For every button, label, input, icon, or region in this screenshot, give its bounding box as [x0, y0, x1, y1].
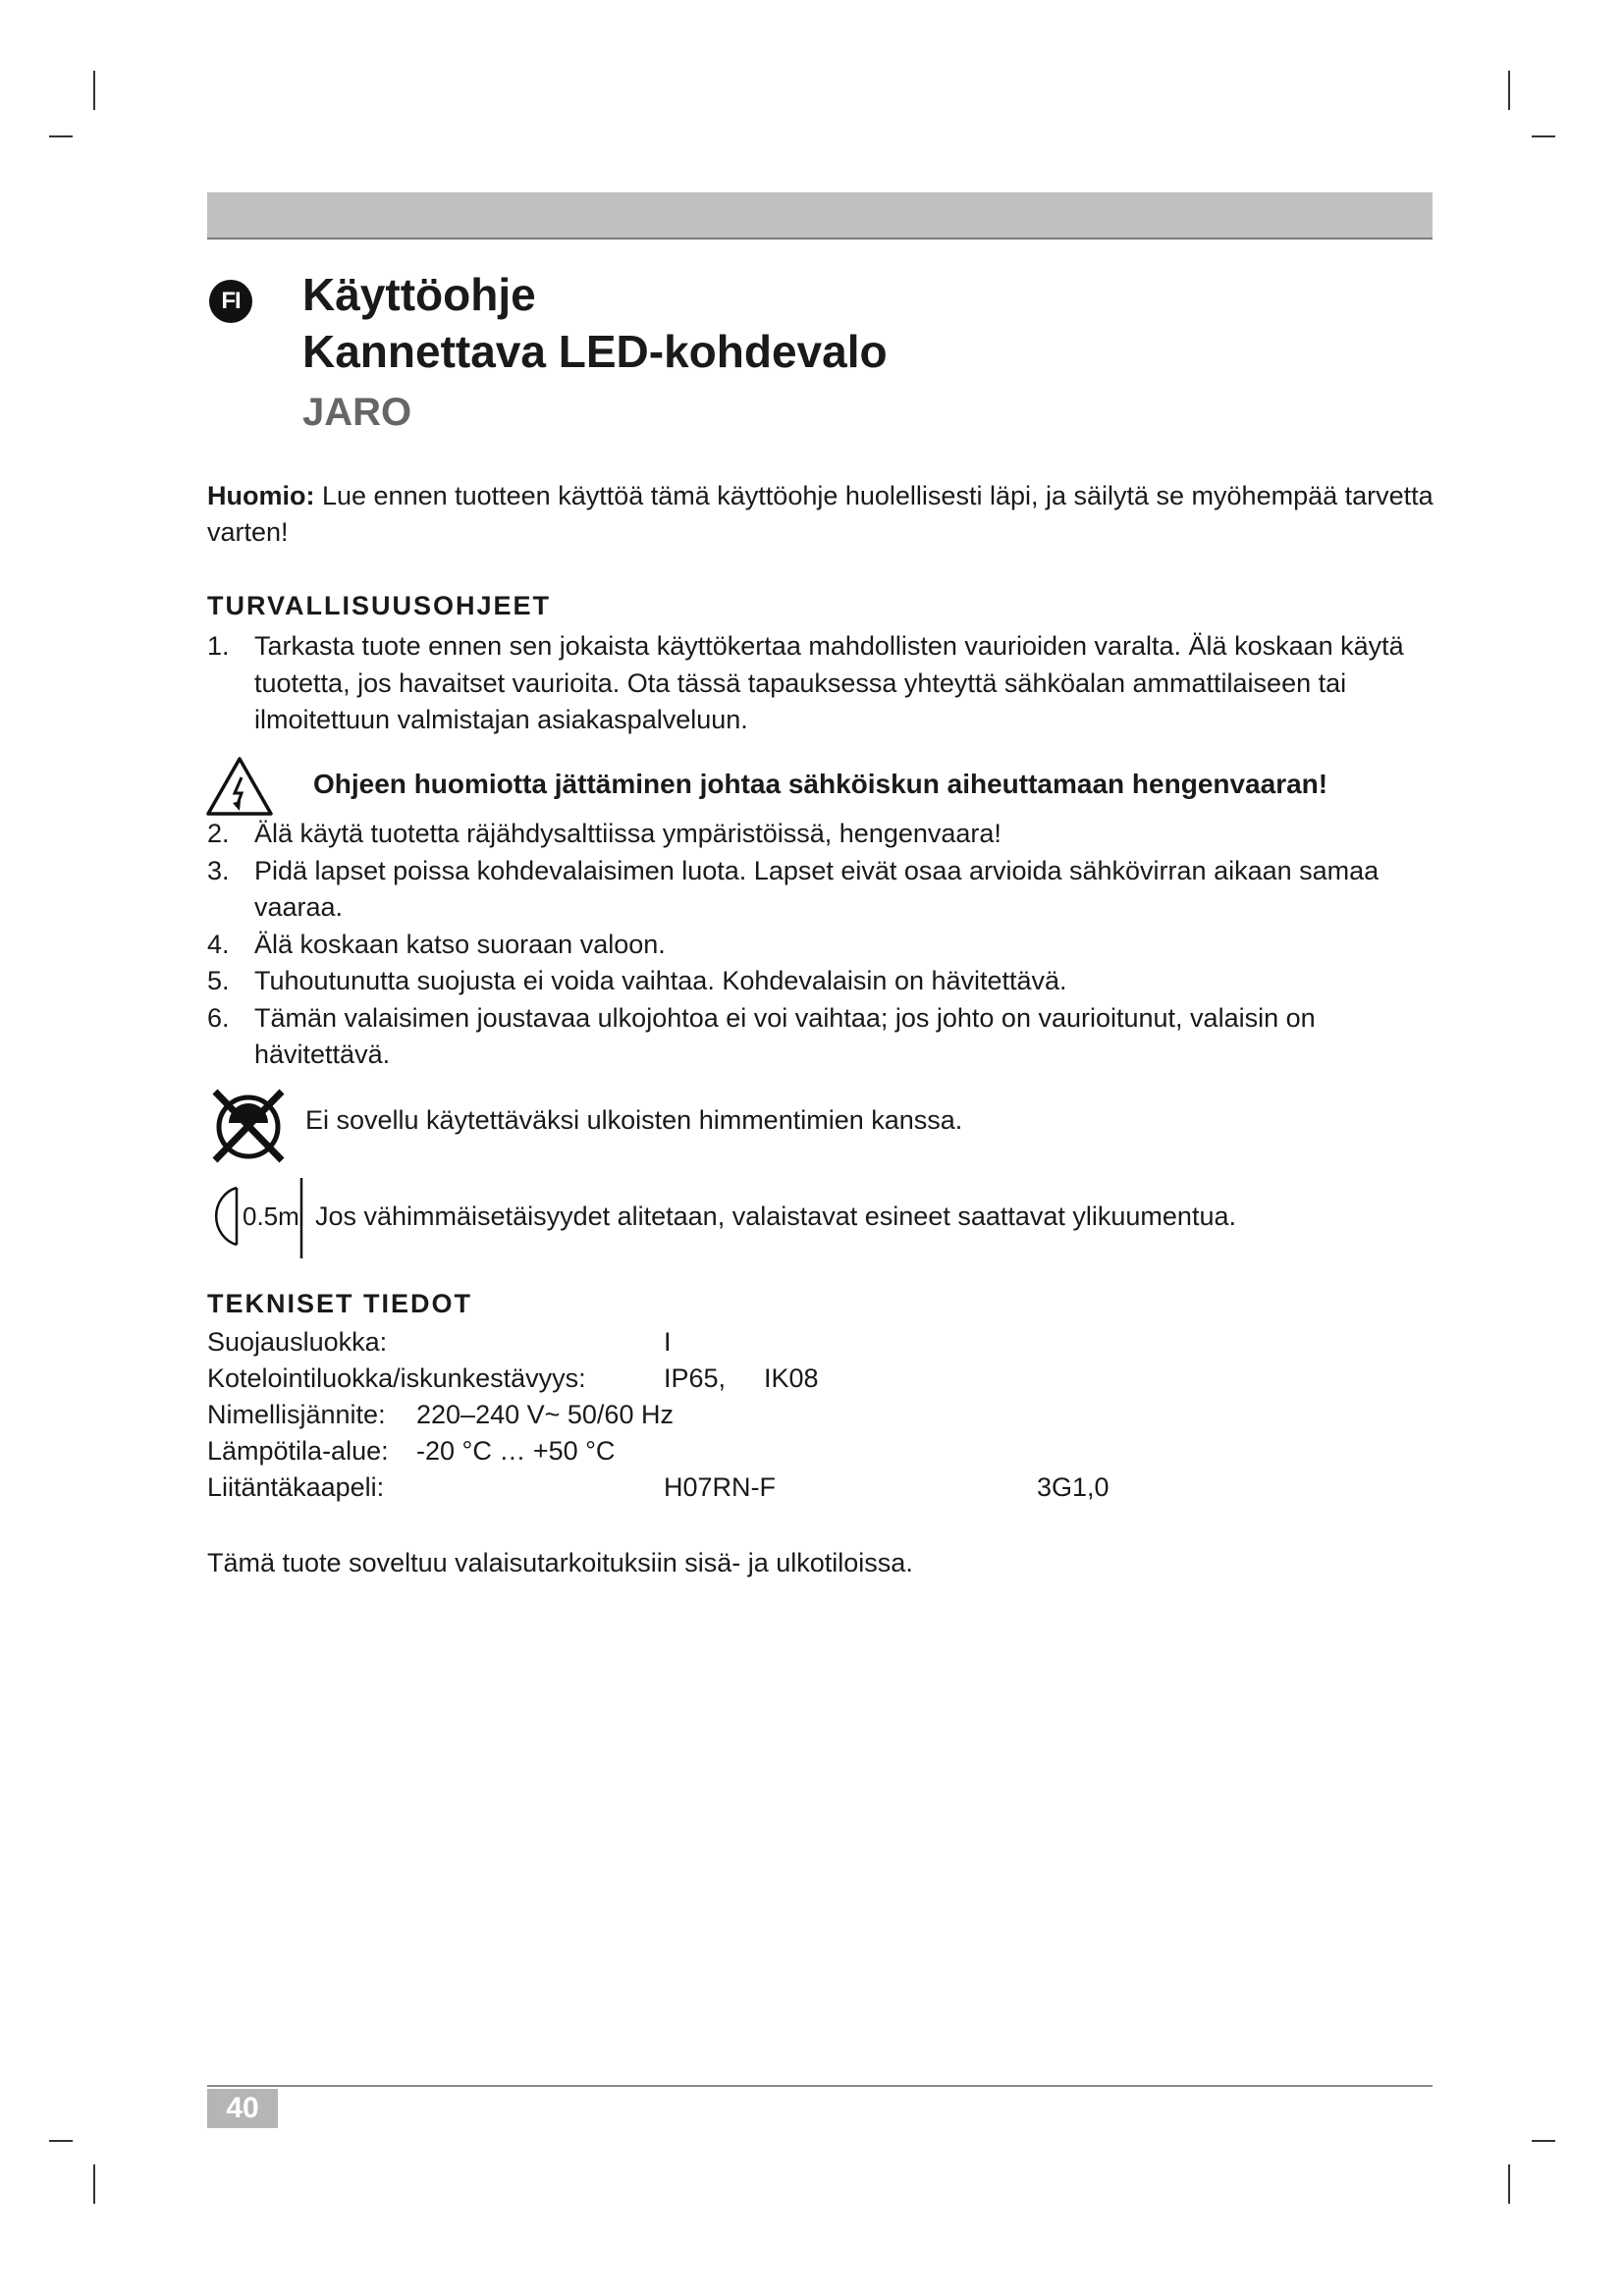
crop-mark [1532, 2140, 1555, 2142]
spec-row: Suojausluokka: I [207, 1327, 672, 1357]
specs-table [207, 1324, 1435, 1506]
notice-label: Huomio: [207, 481, 315, 510]
crop-mark [93, 2164, 95, 2204]
footer-divider [207, 2085, 1433, 2087]
electric-warning [205, 756, 1442, 819]
list-item: 5. Tuhoutunutta suojusta ei voida vaihtaa. Kohdevalaisin on hävitettävä. [207, 966, 1067, 995]
usage-note: Tämä tuote soveltuu valaisutarkoituksiin sisä- ja ulkotiloissa. [207, 1548, 913, 1577]
crop-mark [49, 135, 73, 137]
safety-heading: TURVALLISUUSOHJEET [207, 591, 552, 620]
distance-note-text: Jos vähimmäisetäisyydet alitetaan, valaistavat esineet saattavat ylikuumentua. [315, 1201, 1236, 1231]
crop-mark [93, 71, 95, 110]
list-item: 3. Pidä lapset poissa kohdevalaisimen luota. Lapset eivät osaa arvioida sähkövirran aikaan samaa vaaraa. [207, 855, 1380, 922]
product-name: Kannettava LED-kohdevalo [302, 326, 888, 377]
distance-note [207, 1178, 1435, 1260]
distance-label: 0.5m [243, 1201, 299, 1231]
spec-row: Lämpötila-alue: -20 °C … +50 °C [207, 1436, 616, 1466]
warning-text: Ohjeen huomiotta jättäminen johtaa sähköiskun aiheuttamaan hengenvaaran! [313, 769, 1328, 799]
crop-mark [1508, 71, 1510, 110]
page-title: Käyttöohje [302, 269, 536, 320]
model-name: JARO [302, 391, 412, 434]
dimmer-note [207, 1084, 1435, 1166]
spec-row: Liitäntäkaapeli: H07RN-F 3G1,0 [207, 1472, 1110, 1502]
safety-list-1 [207, 628, 1435, 739]
list-item: 2. Älä käytä tuotetta räjähdysalttiissa ympäristöissä, hengenvaara! [207, 819, 1001, 848]
spec-row: Kotelointiluokka/iskunkestävyys: IP65, IK08 [207, 1363, 819, 1393]
header-bar [207, 192, 1433, 240]
list-item: 1. Tarkasta tuote ennen sen jokaista käyttökertaa mahdollisten vaurioiden varalta. Älä koskaan käytä tuotetta, jos havaitset vaurioita. Ota tässä tapauksessa yhteyttä sähköalan ammattilaiseen tai ilmoitettuun valmistajan asiakaspalveluun. [207, 631, 1404, 734]
list-item: 6. Tämän valaisimen joustavaa ulkojohtoa ei voi vaihtaa; jos johto on vaurioitunut, valaisin on hävitettävä. [207, 1002, 1316, 1069]
spec-row: Nimellisjännite: 220–240 V~ 50/60 Hz [207, 1400, 674, 1429]
crop-mark [1508, 2164, 1510, 2204]
language-badge: FI [209, 280, 252, 323]
dimmer-note-text: Ei sovellu käytettäväksi ulkoisten himmentimien kanssa. [305, 1105, 963, 1135]
list-item: 4. Älä koskaan katso suoraan valoon. [207, 929, 666, 959]
no-dimmer-icon [207, 1084, 290, 1166]
specs-heading: TEKNISET TIEDOT [207, 1289, 473, 1318]
safety-list-2 [207, 816, 1435, 1074]
crop-mark [49, 2140, 73, 2142]
electric-hazard-icon [205, 756, 274, 817]
crop-mark [1532, 135, 1555, 137]
notice-paragraph [207, 478, 1435, 551]
page-number: 40 [207, 2089, 278, 2128]
notice-text: Lue ennen tuotteen käyttöä tämä käyttöohje huolellisesti läpi, ja säilytä se myöhempää tarvetta varten! [207, 481, 1434, 547]
